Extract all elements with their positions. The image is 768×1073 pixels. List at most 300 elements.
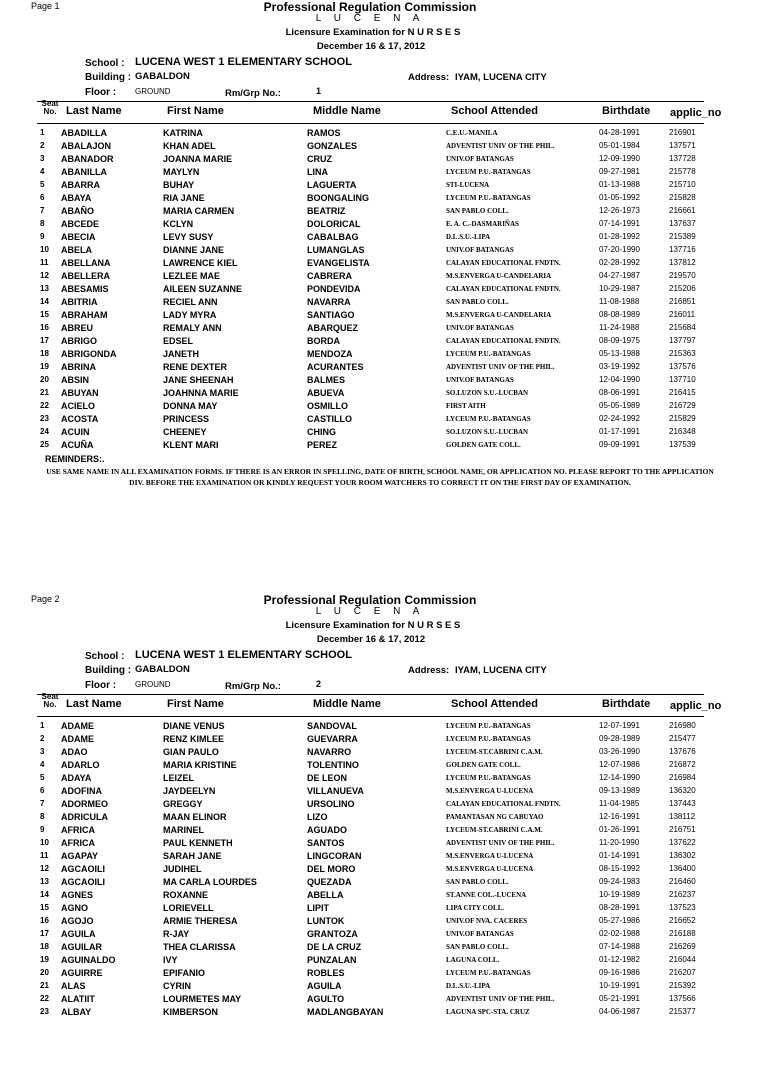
middle-name: AGULTO: [307, 994, 345, 1004]
first-name: EPIFANIO: [163, 968, 206, 978]
exam-date: December 16 & 17, 2012: [316, 41, 426, 52]
table-row: [0, 167, 768, 180]
application-number: 216460: [669, 877, 696, 886]
application-number: 138112: [669, 812, 696, 821]
seat-number: 21: [40, 981, 49, 990]
middle-name: ABELLA: [307, 890, 344, 900]
middle-name: CABRERA: [307, 271, 352, 281]
col-header-middle-name: Middle Name: [313, 105, 381, 117]
birthdate: 09-13-1989: [599, 786, 640, 795]
birthdate: 10-19-1989: [599, 890, 640, 899]
school-attended: FIRST AITH: [446, 402, 486, 410]
last-name: AGAPAY: [61, 851, 99, 861]
seat-number: 6: [40, 193, 45, 202]
table-row: [0, 903, 768, 916]
middle-name: TOLENTINO: [307, 760, 359, 770]
school-attended: UNIV.OF BATANGAS: [446, 155, 514, 163]
application-number: 137676: [669, 747, 696, 756]
table-row: [0, 942, 768, 955]
seat-number: 21: [40, 388, 49, 397]
table-row: [0, 154, 768, 167]
school-attended: SAN PABLO COLL.: [446, 878, 509, 886]
birthdate: 12-07-1986: [599, 760, 640, 769]
school-attended: LAGUNA COLL.: [446, 956, 500, 964]
birthdate: 07-20-1990: [599, 245, 640, 254]
application-number: 216729: [669, 401, 696, 410]
seat-number: 13: [40, 284, 49, 293]
middle-name: GONZALES: [307, 141, 358, 151]
school-attended: CALAYAN EDUCATIONAL FNDTN.: [446, 800, 561, 808]
exam-title: Licensure Examination for N U R S E S: [285, 27, 461, 38]
middle-name: BALMES: [307, 375, 345, 385]
floor-value: GROUND: [135, 87, 171, 96]
seat-number: 19: [40, 362, 49, 371]
application-number: 137812: [669, 258, 696, 267]
last-name: ABELA: [61, 245, 92, 255]
school-attended: D.L.S.U.-LIPA: [446, 233, 491, 241]
seat-number: 1: [40, 128, 45, 137]
middle-name: BEATRIZ: [307, 206, 346, 216]
table-row: [0, 323, 768, 336]
application-number: 215206: [669, 284, 696, 293]
seat-number: 4: [40, 167, 45, 176]
seat-number: 16: [40, 323, 49, 332]
school-attended: M.S.ENVERGA U-CANDELARIA: [446, 272, 552, 280]
birthdate: 09-27-1981: [599, 167, 640, 176]
roster-page-2: [0, 593, 768, 1073]
birthdate: 01-28-1992: [599, 232, 640, 241]
first-name: JAYDEELYN: [163, 786, 216, 796]
table-row: [0, 734, 768, 747]
middle-name: GRANTOZA: [307, 929, 358, 939]
seat-number: 16: [40, 916, 49, 925]
last-name: ABANADOR: [61, 154, 114, 164]
address-label: Address:: [408, 665, 450, 676]
middle-name: SANTOS: [307, 838, 345, 848]
table-row: [0, 180, 768, 193]
first-name: ARMIE THERESA: [163, 916, 238, 926]
exam-date: December 16 & 17, 2012: [316, 634, 426, 645]
application-number: 137797: [669, 336, 696, 345]
seat-number: 7: [40, 799, 45, 808]
table-row: [0, 297, 768, 310]
birthdate: 03-26-1990: [599, 747, 640, 756]
seat-number: 14: [40, 297, 49, 306]
table-row: [0, 773, 768, 786]
middle-name: MADLANGBAYAN: [307, 1007, 384, 1017]
last-name: ADAME: [61, 721, 94, 731]
last-name: ADOFINA: [61, 786, 102, 796]
birthdate: 08-06-1991: [599, 388, 640, 397]
page-number: Page 1: [31, 1, 60, 11]
first-name: DONNA MAY: [163, 401, 218, 411]
col-header-last-name: Last Name: [66, 698, 122, 710]
school-attended: M.S.ENVERGA U-LUCENA: [446, 852, 534, 860]
floor-label: Floor :: [85, 680, 117, 691]
birthdate: 09-24-1983: [599, 877, 640, 886]
seat-number: 12: [40, 864, 49, 873]
seat-number: 19: [40, 955, 49, 964]
exam-title: Licensure Examination for N U R S E S: [285, 620, 461, 631]
school-attended: ST.ANNE COL.-LUCENA: [446, 891, 527, 899]
last-name: ADARLO: [61, 760, 100, 770]
school-attended: M.S.ENVERGA U-LUCENA: [446, 865, 534, 873]
last-name: AGCAOILI: [61, 877, 105, 887]
last-name: ABESAMIS: [61, 284, 109, 294]
last-name: ABANILLA: [61, 167, 107, 177]
birthdate: 09-09-1991: [599, 440, 640, 449]
birthdate: 12-07-1991: [599, 721, 640, 730]
examinee-list: [0, 721, 768, 1020]
building-label: Building :: [85, 72, 132, 83]
birthdate: 02-02-1988: [599, 929, 640, 938]
middle-name: CHING: [307, 427, 336, 437]
school-attended: UNIV.OF BATANGAS: [446, 376, 514, 384]
application-number: 136400: [669, 864, 696, 873]
school-attended: SAN PABLO COLL.: [446, 298, 509, 306]
middle-name: LINA: [307, 167, 328, 177]
table-row: [0, 955, 768, 968]
middle-name: LINGCORAN: [307, 851, 362, 861]
last-name: AGNES: [61, 890, 94, 900]
middle-name: LAGUERTA: [307, 180, 357, 190]
col-header-school: School Attended: [451, 105, 538, 117]
birthdate: 12-26-1973: [599, 206, 640, 215]
seat-number: 13: [40, 877, 49, 886]
seat-number: 2: [40, 734, 45, 743]
birthdate: 10-29-1987: [599, 284, 640, 293]
first-name: GREGGY: [163, 799, 203, 809]
last-name: ABSIN: [61, 375, 90, 385]
seat-number: 17: [40, 929, 49, 938]
application-number: 137571: [669, 141, 696, 150]
first-name: IVY: [163, 955, 178, 965]
table-row: [0, 864, 768, 877]
last-name: ABCEDE: [61, 219, 100, 229]
application-number: 216415: [669, 388, 696, 397]
table-row: [0, 440, 768, 453]
seat-number: 15: [40, 310, 49, 319]
middle-name: EVANGELISTA: [307, 258, 370, 268]
application-number: 216188: [669, 929, 696, 938]
table-row: [0, 760, 768, 773]
last-name: ACOSTA: [61, 414, 99, 424]
last-name: ABALAJON: [61, 141, 112, 151]
last-name: ALAS: [61, 981, 86, 991]
header-rule-bottom: [37, 123, 704, 124]
application-number: 137523: [669, 903, 696, 912]
last-name: ABREU: [61, 323, 94, 333]
application-number: 215477: [669, 734, 696, 743]
birthdate: 01-13-1988: [599, 180, 640, 189]
school-attended: GOLDEN GATE COLL.: [446, 441, 521, 449]
seat-number: 8: [40, 219, 45, 228]
last-name: ABELLANA: [61, 258, 111, 268]
birthdate: 12-04-1990: [599, 375, 640, 384]
application-number: 137716: [669, 245, 696, 254]
first-name: R-JAY: [163, 929, 190, 939]
first-name: AILEEN SUZANNE: [163, 284, 243, 294]
first-name: MARINEL: [163, 825, 204, 835]
first-name: KHAN ADEL: [163, 141, 216, 151]
birthdate: 07-14-1988: [599, 942, 640, 951]
col-header-seat: Seat No.: [41, 692, 59, 709]
birthdate: 08-09-1975: [599, 336, 640, 345]
seat-number: 14: [40, 890, 49, 899]
application-number: 137539: [669, 440, 696, 449]
middle-name: GUEVARRA: [307, 734, 358, 744]
birthdate: 11-04-1985: [599, 799, 640, 808]
table-row: [0, 141, 768, 154]
table-row: [0, 747, 768, 760]
first-name: LORIEVELL: [163, 903, 214, 913]
table-row: [0, 414, 768, 427]
last-name: ADRICULA: [61, 812, 108, 822]
seat-number: 3: [40, 154, 45, 163]
table-row: [0, 786, 768, 799]
middle-name: AGUILA: [307, 981, 342, 991]
seat-number: 9: [40, 232, 45, 241]
seat-number: 20: [40, 968, 49, 977]
seat-number: 11: [40, 851, 49, 860]
room-label: Rm/Grp No.:: [225, 681, 281, 692]
school-attended: ADVENTIST UNIV OF THE PHIL.: [446, 142, 555, 150]
seat-number: 20: [40, 375, 49, 384]
school-attended: LYCEUM P.U.-BATANGAS: [446, 194, 531, 202]
school-attended: M.S.ENVERGA U-LUCENA: [446, 787, 534, 795]
first-name: CHEENEY: [163, 427, 207, 437]
first-name: LEVY SUSY: [163, 232, 214, 242]
commission-title: Professional Regulation Commission: [263, 593, 477, 607]
middle-name: BOONGALING: [307, 193, 369, 203]
birthdate: 08-15-1992: [599, 864, 640, 873]
first-name: MAAN ELINOR: [163, 812, 227, 822]
middle-name: ABUEVA: [307, 388, 345, 398]
school-attended: ADVENTIST UNIV OF THE PHIL.: [446, 995, 555, 1003]
first-name: DIANNE JANE: [163, 245, 225, 255]
birthdate: 01-17-1991: [599, 427, 640, 436]
table-row: [0, 916, 768, 929]
col-header-middle-name: Middle Name: [313, 698, 381, 710]
first-name: DIANE VENUS: [163, 721, 225, 731]
birthdate: 11-24-1988: [599, 323, 640, 332]
middle-name: LIPIT: [307, 903, 329, 913]
header-rule-top: [37, 694, 704, 695]
seat-number: 6: [40, 786, 45, 795]
table-row: [0, 336, 768, 349]
middle-name: DOLORICAL: [307, 219, 361, 229]
table-row: [0, 877, 768, 890]
school-attended: ADVENTIST UNIV OF THE PHIL.: [446, 839, 555, 847]
middle-name: SANTIAGO: [307, 310, 355, 320]
col-header-last-name: Last Name: [66, 105, 122, 117]
middle-name: ROBLES: [307, 968, 345, 978]
birthdate: 12-14-1990: [599, 773, 640, 782]
birthdate: 01-05-1992: [599, 193, 640, 202]
seat-number: 22: [40, 401, 49, 410]
last-name: ADORMEO: [61, 799, 108, 809]
application-number: 137637: [669, 219, 696, 228]
seat-number: 2: [40, 141, 45, 150]
application-number: 215377: [669, 1007, 696, 1016]
application-number: 216348: [669, 427, 696, 436]
first-name: THEA CLARISSA: [163, 942, 236, 952]
first-name: MAYLYN: [163, 167, 200, 177]
first-name: LOURMETES MAY: [163, 994, 242, 1004]
col-header-birthdate: Birthdate: [602, 698, 651, 710]
last-name: ACIELO: [61, 401, 96, 411]
col-header-seat: Seat No.: [41, 99, 59, 116]
table-row: [0, 981, 768, 994]
application-number: 215389: [669, 232, 696, 241]
first-name: BUHAY: [163, 180, 195, 190]
birthdate: 05-21-1991: [599, 994, 640, 1003]
birthdate: 11-20-1990: [599, 838, 640, 847]
application-number: 215778: [669, 167, 696, 176]
table-row: [0, 799, 768, 812]
seat-number: 10: [40, 245, 49, 254]
first-name: KCLYN: [163, 219, 194, 229]
col-header-birthdate: Birthdate: [602, 105, 651, 117]
application-number: 216011: [669, 310, 696, 319]
first-name: LEIZEL: [163, 773, 194, 783]
seat-number: 23: [40, 1007, 49, 1016]
seat-number: 10: [40, 838, 49, 847]
first-name: REMALY ANN: [163, 323, 222, 333]
school-attended: CALAYAN EDUCATIONAL FNDTN.: [446, 337, 561, 345]
birthdate: 05-05-1989: [599, 401, 640, 410]
middle-name: ABARQUEZ: [307, 323, 358, 333]
middle-name: VILLANUEVA: [307, 786, 364, 796]
school-attended: LYCEUM P.U.-BATANGAS: [446, 774, 531, 782]
school-attended: SAN PABLO COLL.: [446, 943, 509, 951]
middle-name: PUNZALAN: [307, 955, 357, 965]
table-row: [0, 929, 768, 942]
floor-value: GROUND: [135, 680, 171, 689]
last-name: ALATIIT: [61, 994, 95, 1004]
commission-title: Professional Regulation Commission: [263, 0, 477, 14]
table-row: [0, 349, 768, 362]
birthdate: 03-19-1992: [599, 362, 640, 371]
school-attended: LYCEUM P.U.-BATANGAS: [446, 969, 531, 977]
table-row: [0, 994, 768, 1007]
application-number: 216661: [669, 206, 696, 215]
application-number: 215828: [669, 193, 696, 202]
first-name: JUDIHEL: [163, 864, 202, 874]
floor-label: Floor :: [85, 87, 117, 98]
birthdate: 11-08-1988: [599, 297, 640, 306]
first-name: ROXANNE: [163, 890, 209, 900]
first-name: PRINCESS: [163, 414, 210, 424]
middle-name: QUEZADA: [307, 877, 352, 887]
seat-number: 12: [40, 271, 49, 280]
header-rule-bottom: [37, 716, 704, 717]
birthdate: 12-16-1991: [599, 812, 640, 821]
first-name: MARIA KRISTINE: [163, 760, 237, 770]
table-row: [0, 310, 768, 323]
header-rule-top: [37, 101, 704, 102]
table-row: [0, 851, 768, 864]
first-name: EDSEL: [163, 336, 194, 346]
first-name: SARAH JANE: [163, 851, 222, 861]
table-row: [0, 232, 768, 245]
table-row: [0, 427, 768, 440]
last-name: ALBAY: [61, 1007, 92, 1017]
school-attended: UNIV.OF NVA. CACERES: [446, 917, 528, 925]
table-row: [0, 375, 768, 388]
table-row: [0, 401, 768, 414]
school-attended: E. A. C.-DASMARIÑAS: [446, 220, 519, 228]
birthdate: 05-27-1986: [599, 916, 640, 925]
application-number: 137622: [669, 838, 696, 847]
birthdate: 01-12-1982: [599, 955, 640, 964]
school-attended: PAMANTASAN NG CABUYAO: [446, 813, 544, 821]
school-attended: LYCEUM P.U.-BATANGAS: [446, 415, 531, 423]
table-row: [0, 245, 768, 258]
middle-name: CASTILLO: [307, 414, 352, 424]
room-value: 2: [316, 679, 322, 689]
application-number: 216044: [669, 955, 696, 964]
application-number: 216851: [669, 297, 696, 306]
first-name: KIMBERSON: [163, 1007, 219, 1017]
room-label: Rm/Grp No.:: [225, 88, 281, 99]
city-title: L U C E N A: [315, 606, 425, 617]
birthdate: 04-27-1987: [599, 271, 640, 280]
application-number: 215829: [669, 414, 696, 423]
middle-name: LUNTOK: [307, 916, 345, 926]
birthdate: 07-14-1991: [599, 219, 640, 228]
col-header-applic-no: applic_no: [670, 700, 722, 712]
first-name: GIAN PAULO: [163, 747, 219, 757]
application-number: 136302: [669, 851, 696, 860]
school-attended: GOLDEN GATE COLL.: [446, 761, 521, 769]
room-value: 1: [316, 86, 322, 96]
school-attended: LYCEUM P.U.-BATANGAS: [446, 350, 531, 358]
last-name: ABITRIA: [61, 297, 98, 307]
middle-name: CABALBAG: [307, 232, 359, 242]
school-attended: LIPA CITY COLL.: [446, 904, 505, 912]
application-number: 216751: [669, 825, 696, 834]
last-name: ABECIA: [61, 232, 96, 242]
school-attended: SAN PABLO COLL.: [446, 207, 509, 215]
table-row: [0, 812, 768, 825]
seat-number: 5: [40, 773, 45, 782]
school-label: School :: [85, 651, 125, 662]
col-header-first-name: First Name: [167, 105, 224, 117]
seat-number: 17: [40, 336, 49, 345]
last-name: AGOJO: [61, 916, 94, 926]
school-attended: LAGUNA SPC-STA. CRUZ: [446, 1008, 530, 1016]
first-name: RIA JANE: [163, 193, 205, 203]
application-number: 137443: [669, 799, 696, 808]
middle-name: MENDOZA: [307, 349, 353, 359]
first-name: LEZLEE MAE: [163, 271, 221, 281]
birthdate: 04-06-1987: [599, 1007, 640, 1016]
last-name: ABUYAN: [61, 388, 99, 398]
birthdate: 02-28-1992: [599, 258, 640, 267]
last-name: AGUIRRE: [61, 968, 103, 978]
last-name: AFRICA: [61, 825, 95, 835]
last-name: AGUINALDO: [61, 955, 116, 965]
birthdate: 08-28-1991: [599, 903, 640, 912]
first-name: JOAHNNA MARIE: [163, 388, 239, 398]
first-name: RENZ KIMLEE: [163, 734, 225, 744]
seat-number: 8: [40, 812, 45, 821]
table-row: [0, 128, 768, 141]
table-row: [0, 219, 768, 232]
application-number: 215710: [669, 180, 696, 189]
last-name: ABAYA: [61, 193, 92, 203]
